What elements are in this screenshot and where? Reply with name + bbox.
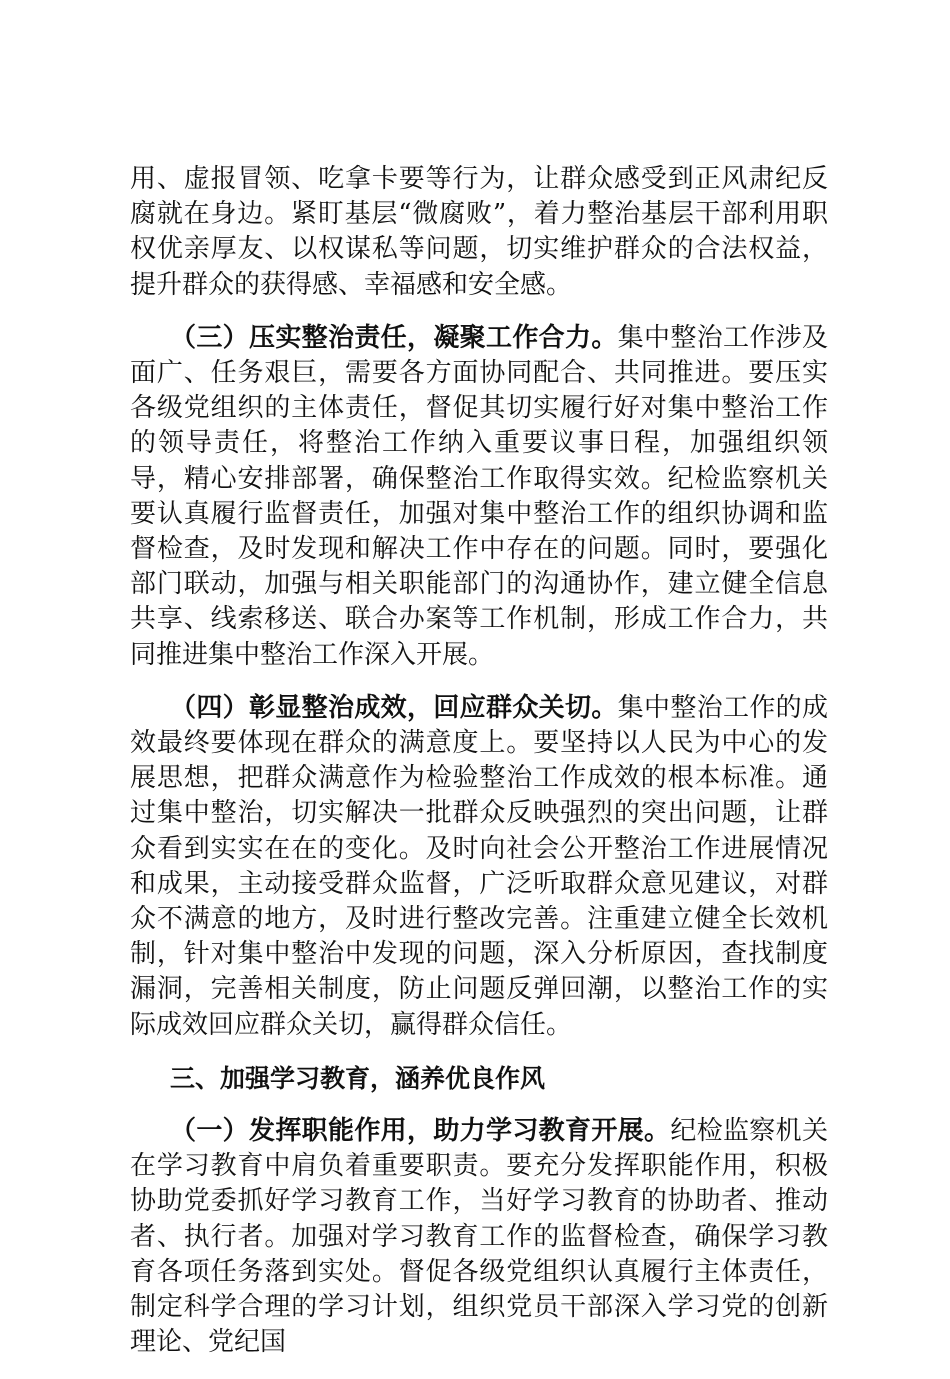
- paragraph-text: 集中整治工作的成效最终要体现在群众的满意度上。要坚持以人民为中心的发展思想，把群众满意作为检验整治工作成效的根本标准。通过集中整治，切实解决一批群众反映强烈的突出问题，让群众看到实实在在的变化。及时向社会公开整治工作进展情况和成果，主动接受群众监督，广泛听取群众意见建议，对群众不满意的地方，及时进行整改完善。注重建立健全长效机制，针对集中整治中发现的问题，深入分析原因，查找制度漏洞，完善相关制度，防止问题反弹回潮，以整治工作的实际成效回应群众关切，赢得群众信任。: [130, 692, 828, 1040]
- paragraph-lead-heading: （一）发挥职能作用，助力学习教育开展。: [170, 1116, 671, 1147]
- section-heading-three: 三、加强学习教育，涵养优良作风: [170, 1063, 546, 1093]
- paragraph-text: 集中整治工作涉及面广、任务艰巨，需要各方面协同配合、共同推进。要压实各级党组织的主体责任，督促其切实履行好对集中整治工作的领导责任，将整治工作纳入重要议事日程，加强组织领导，精心安排部署，确保整治工作取得实效。纪检监察机关要认真履行监督责任，加强对集中整治工作的组织协调和监督检查，及时发现和解决工作中存在的问题。同时，要强化部门联动，加强与相关职能部门的沟通协作，建立健全信息共享、线索移送、联合办案等工作机制，形成工作合力，共同推进集中整治工作深入开展。: [130, 322, 828, 670]
- paragraph-section-4: [130, 691, 828, 1043]
- document-body: [130, 162, 828, 1379]
- paragraph-lead-heading: （三）压实整治责任，凝聚工作合力。: [170, 322, 618, 353]
- paragraph-subsection-1: [130, 1114, 828, 1360]
- paragraph-continuation: [130, 162, 828, 303]
- paragraph-text: 纪检监察机关在学习教育中肩负着重要职责。要充分发挥职能作用，积极协助党委抓好学习教育工作，当好学习教育的协助者、推动者、执行者。加强对学习教育工作的监督检查，确保学习教育各项任务落到实处。督促各级党组织认真履行主体责任，制定科学合理的学习计划，组织党员干部深入学习党的创新理论、党纪国: [130, 1116, 828, 1358]
- paragraph-text: 用、虚报冒领、吃拿卡要等行为，让群众感受到正风肃纪反腐就在身边。紧盯基层“微腐败”，着力整治基层干部利用职权优亲厚友、以权谋私等问题，切实维护群众的合法权益，提升群众的获得感、幸福感和安全感。: [130, 164, 828, 300]
- paragraph-lead-heading: （四）彰显整治成效，回应群众关切。: [170, 692, 618, 723]
- paragraph-section-3: [130, 321, 828, 673]
